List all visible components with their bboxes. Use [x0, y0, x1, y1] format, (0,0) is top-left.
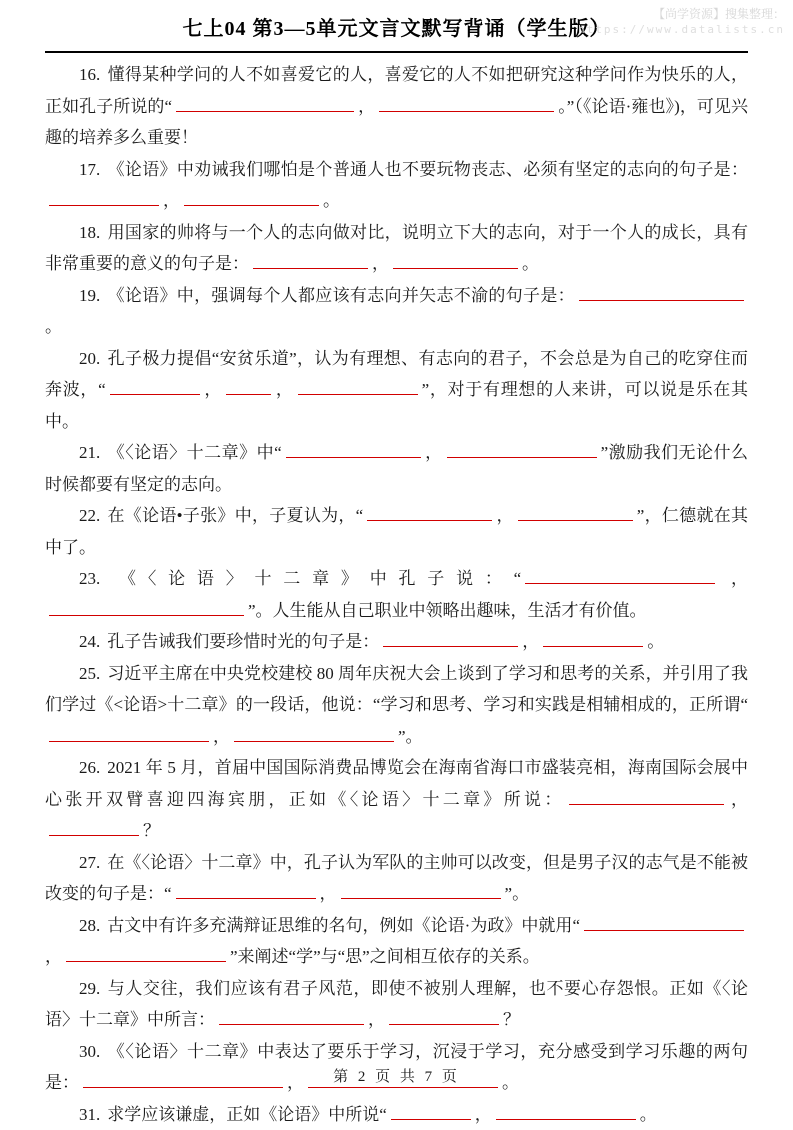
- question-text: 《论语》中劝诫我们哪怕是个普通人也不要玩物丧志、必须有坚定的志向的句子是：: [107, 160, 748, 179]
- question-text: 。: [323, 191, 340, 210]
- question-text: ，: [368, 1010, 385, 1029]
- question-text: 《〈论语〉十二章》中孔子说：“: [107, 569, 521, 588]
- answer-blank[interactable]: [49, 820, 139, 836]
- page-footer: [0, 1065, 793, 1086]
- question-number: 23.: [79, 569, 100, 588]
- question-text: ，: [204, 380, 222, 399]
- question-number: 18.: [79, 223, 100, 242]
- question-text: ，: [358, 97, 375, 116]
- question-text: 。: [45, 317, 62, 336]
- question-list: [45, 59, 748, 1130]
- question-text: ，: [728, 790, 748, 809]
- question-20: [45, 343, 748, 438]
- question-text: ？: [503, 1010, 520, 1029]
- question-text: 《〈论语〉十二章》中表达了要乐于学习，沉浸于学习，充分感受到学习乐趣的两句是：: [45, 1042, 748, 1093]
- question-text: 。: [647, 632, 664, 651]
- question-text: ，: [287, 1073, 304, 1092]
- question-text: 在《〈论语〉十二章》中，孔子认为军队的主帅可以改变，但是男子汉的志气是不能被改变的句子是：“: [45, 853, 748, 904]
- answer-blank[interactable]: [253, 253, 368, 269]
- question-text: ，: [719, 569, 748, 588]
- question-number: 19.: [79, 286, 100, 305]
- watermark-url: https://www.datalists.cn: [578, 22, 785, 37]
- question-text: 《〈论语〉十二章》中“: [107, 443, 281, 462]
- answer-blank[interactable]: [393, 253, 518, 269]
- question-23: [45, 563, 748, 626]
- watermark: [578, 7, 785, 37]
- question-22: [45, 500, 748, 563]
- question-text: 2021 年 5 月，首届中国国际消费品博览会在海南省海口市盛装亮相，海南国际会展中心张开双臂喜迎四海宾朋，正如《〈论语〉十二章》所说：: [45, 758, 748, 809]
- question-text: 《论语》中，强调每个人都应该有志向并矢志不渝的句子是：: [107, 286, 575, 305]
- question-text: ”。: [505, 884, 530, 903]
- answer-blank[interactable]: [367, 505, 492, 521]
- question-text: ，: [213, 727, 230, 746]
- answer-blank[interactable]: [389, 1009, 499, 1025]
- question-number: 17.: [79, 160, 100, 179]
- answer-blank[interactable]: [383, 631, 518, 647]
- answer-blank[interactable]: [219, 1009, 364, 1025]
- question-18: [45, 217, 748, 280]
- question-16: [45, 59, 748, 154]
- question-text: 古文中有许多充满辩证思维的名句，例如《论语·为政》中就用“: [107, 916, 580, 935]
- question-text: 。: [640, 1105, 657, 1124]
- question-19: [45, 280, 748, 343]
- answer-blank[interactable]: [298, 379, 418, 395]
- answer-blank[interactable]: [379, 96, 554, 112]
- question-text: ，: [163, 191, 180, 210]
- question-text: 孔子极力提倡“安贫乐道”，认为有理想、有志向的君子，不会总是为自己的吃穿住而奔波，“: [45, 349, 748, 400]
- question-number: 16.: [79, 65, 100, 84]
- answer-blank[interactable]: [110, 379, 200, 395]
- answer-blank[interactable]: [66, 946, 226, 962]
- question-number: 20.: [79, 349, 100, 368]
- answer-blank[interactable]: [391, 1104, 471, 1120]
- question-26: [45, 752, 748, 847]
- question-text: ”激励我们无论什么时候都要有坚定的志向。: [45, 443, 748, 494]
- question-text: ，: [475, 1105, 492, 1124]
- question-number: 29.: [79, 979, 100, 998]
- question-text: ”。: [398, 727, 423, 746]
- question-31: [45, 1099, 748, 1130]
- answer-blank[interactable]: [49, 600, 244, 616]
- question-text: ，: [320, 884, 337, 903]
- question-25: [45, 658, 748, 753]
- question-text: 与人交往，我们应该有君子风范，即使不被别人理解，也不要心存怨恨。正如《〈论语〉十二章》中所言：: [45, 979, 748, 1030]
- question-29: [45, 973, 748, 1036]
- question-number: 21.: [79, 443, 100, 462]
- answer-blank[interactable]: [579, 285, 744, 301]
- question-27: [45, 847, 748, 910]
- page-title: 七上04 第3—5单元文言文默写背诵（学生版）: [45, 14, 748, 44]
- question-text: 求学应该谦虚，正如《论语》中所说“: [107, 1105, 387, 1124]
- answer-blank[interactable]: [184, 190, 319, 206]
- question-text: 懂得某种学问的人不如喜爱它的人，喜爱它的人不如把研究这种学问作为快乐的人，正如孔子所说的“: [45, 65, 748, 116]
- question-text: 。: [502, 1073, 519, 1092]
- question-text: 在《论语•子张》中，子夏认为，“: [107, 506, 363, 525]
- answer-blank[interactable]: [49, 726, 209, 742]
- question-text: ？: [143, 821, 160, 840]
- question-text: ”，仁德就在其中了。: [45, 506, 748, 557]
- question-24: [45, 626, 748, 658]
- question-text: 用国家的帅将与一个人的志向做对比，说明立下大的志向，对于一个人的成长，具有非常重要的意义的句子是：: [45, 223, 748, 274]
- answer-blank[interactable]: [226, 379, 271, 395]
- question-number: 31.: [79, 1105, 100, 1124]
- question-text: ”，对于有理想的人来讲，可以说是乐在其中。: [45, 380, 748, 431]
- answer-blank[interactable]: [49, 190, 159, 206]
- question-number: 26.: [79, 758, 100, 777]
- question-text: ，: [372, 254, 389, 273]
- answer-blank[interactable]: [176, 883, 316, 899]
- question-number: 28.: [79, 916, 100, 935]
- watermark-source: 【尚学资源】搜集整理：: [578, 7, 785, 22]
- answer-blank[interactable]: [341, 883, 501, 899]
- question-text: 习近平主席在中央党校建校 80 周年庆祝大会上谈到了学习和思考的关系，并引用了我们学过《<论语>十二章》的一段话，他说：“学习和思考、学习和实践是相辅相成的，正所谓“: [45, 664, 748, 715]
- answer-blank[interactable]: [569, 789, 724, 805]
- question-number: 25.: [79, 664, 100, 683]
- question-text: 孔子告诫我们要珍惜时光的句子是：: [107, 632, 379, 651]
- question-number: 27.: [79, 853, 100, 872]
- question-number: 22.: [79, 506, 100, 525]
- answer-blank[interactable]: [525, 568, 715, 584]
- answer-blank[interactable]: [447, 442, 597, 458]
- question-text: ”来阐述“学”与“思”之间相互依存的关系。: [230, 947, 540, 966]
- answer-blank[interactable]: [176, 96, 354, 112]
- question-text: ，: [275, 380, 293, 399]
- answer-blank[interactable]: [518, 505, 633, 521]
- answer-blank[interactable]: [234, 726, 394, 742]
- answer-blank[interactable]: [286, 442, 421, 458]
- answer-blank[interactable]: [584, 915, 744, 931]
- answer-blank[interactable]: [543, 631, 643, 647]
- question-17: [45, 154, 748, 217]
- question-number: 24.: [79, 632, 100, 651]
- question-text: ，: [45, 947, 62, 966]
- question-28: [45, 910, 748, 973]
- question-text: ”。人生能从自己职业中领略出趣味，生活才有价值。: [248, 601, 647, 620]
- question-21: [45, 437, 748, 500]
- question-text: 。”（《论语·雍也》)，可见兴趣的培养多么重要！: [45, 97, 748, 148]
- question-text: ，: [425, 443, 443, 462]
- header-divider: [45, 51, 748, 53]
- question-number: 30.: [79, 1042, 100, 1061]
- page-number: 第 2 页 共 7 页: [333, 1069, 460, 1085]
- answer-blank[interactable]: [496, 1104, 636, 1120]
- question-text: ，: [522, 632, 539, 651]
- question-text: ，: [496, 506, 514, 525]
- question-text: 。: [522, 254, 539, 273]
